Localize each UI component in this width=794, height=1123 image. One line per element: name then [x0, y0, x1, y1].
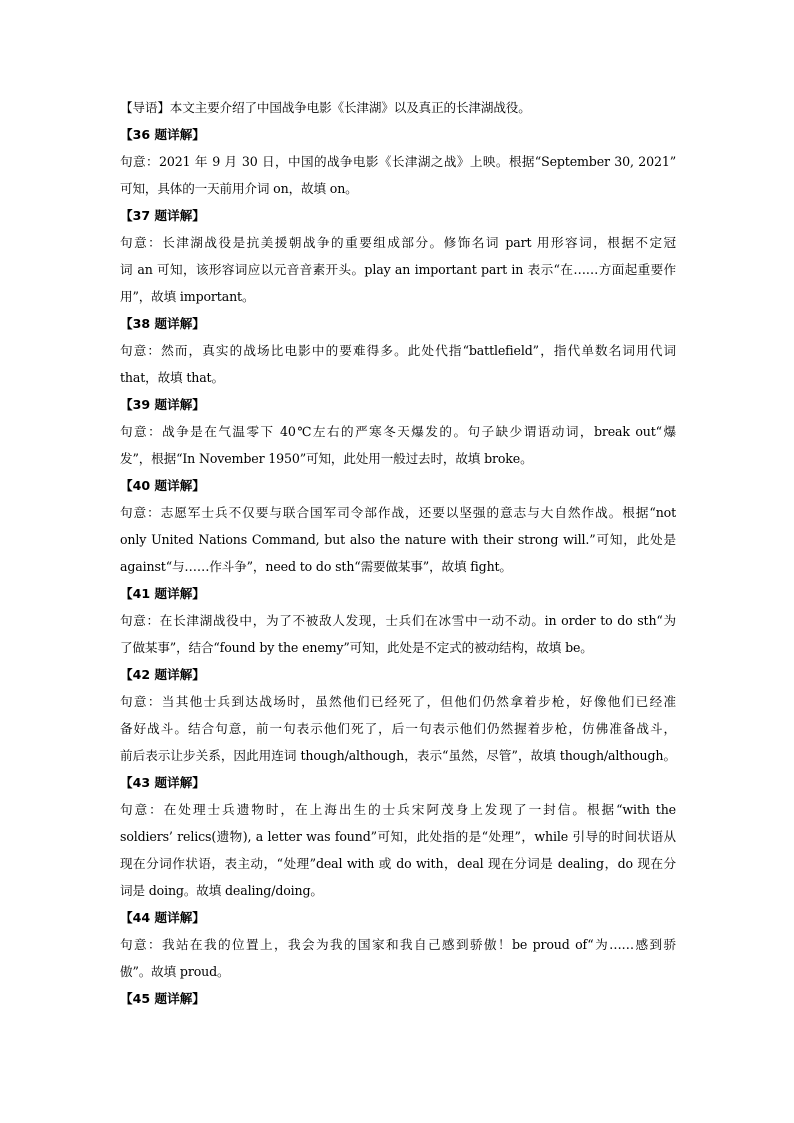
paragraph-line: 句意：当其他士兵到达战场时，虽然他们已经死了，但他们仍然拿着步枪，好像他们已经准 — [120, 694, 676, 709]
paragraph-line: 可知，具体的一天前用介词 on，故填 on。 — [120, 181, 358, 196]
paragraph-line: 用”，故填 important。 — [120, 289, 255, 304]
section-heading: 【39 题详解】 — [120, 397, 205, 412]
paragraph-line: 前后表示让步关系，因此用连词 though/although，表示“虽然，尽管”，故填 though/although。 — [120, 748, 676, 763]
paragraph-line: 词是 doing。故填 dealing/doing。 — [120, 883, 323, 898]
section-37 — [120, 202, 676, 310]
section-heading: 【44 题详解】 — [120, 910, 205, 925]
section-heading: 【45 题详解】 — [120, 991, 205, 1006]
section-41 — [120, 580, 676, 661]
section-43 — [120, 769, 676, 904]
paragraph-line: that，故填 that。 — [120, 370, 224, 385]
paragraph-line: 句意：志愿军士兵不仅要与联合国军司令部作战，还要以坚强的意志与大自然作战。根据“not — [120, 505, 676, 520]
paragraph-line: 句意：在长津湖战役中，为了不被敌人发现，士兵们在冰雪中一动不动。in order to do sth“为 — [120, 613, 676, 628]
paragraph-line: 傲”。故填 proud。 — [120, 964, 230, 979]
paragraph-line: 句意：长津湖战役是抗美援朝战争的重要组成部分。修饰名词 part 用形容词，根据不定冠 — [120, 235, 676, 250]
paragraph-line: 备好战斗。结合句意，前一句表示他们死了，后一句表示他们仍然握着步枪，仿佛准备战斗， — [120, 721, 676, 736]
paragraph-line: 句意：在处理士兵遗物时，在上海出生的士兵宋阿茂身上发现了一封信。根据“with the — [120, 802, 676, 817]
paragraph-line: 句意：2021 年 9 月 30 日，中国的战争电影《长津湖之战》上映。根据“September 30, 2021” — [120, 154, 676, 169]
paragraph-line: 句意：战争是在气温零下 40℃左右的严寒冬天爆发的。句子缺少谓语动词，break out“爆 — [120, 424, 676, 439]
paragraph-line: 现在分词作状语，表主动，“处理”deal with 或 do with，deal 现在分词是 dealing，do 现在分 — [120, 856, 676, 871]
paragraph-line: 句意：然而，真实的战场比电影中的要难得多。此处代指“battlefield”，指代单数名词用代词 — [120, 343, 676, 358]
paragraph-line: soldiers’ relics(遗物), a letter was found”可知，此处指的是“处理”，while 引导的时间状语从 — [120, 829, 676, 844]
section-heading: 【38 题详解】 — [120, 316, 205, 331]
paragraph-line: 词 an 可知，该形容词应以元音音素开头。play an important part in 表示“在……方面起重要作 — [120, 262, 676, 277]
intro-text: 【导语】本文主要介绍了中国战争电影《长津湖》以及真正的长津湖战役。 — [120, 100, 531, 115]
section-39 — [120, 391, 676, 472]
section-40 — [120, 472, 676, 580]
paragraph-line: against“与……作斗争”，need to do sth“需要做某事”，故填 fight。 — [120, 559, 512, 574]
section-heading: 【43 题详解】 — [120, 775, 205, 790]
section-45 — [120, 985, 676, 1012]
section-44 — [120, 904, 676, 985]
paragraph-line: 句意：我站在我的位置上，我会为我的国家和我自己感到骄傲！be proud of“为……感到骄 — [120, 937, 676, 952]
section-heading: 【37 题详解】 — [120, 208, 205, 223]
section-heading: 【41 题详解】 — [120, 586, 205, 601]
section-36 — [120, 121, 676, 202]
paragraph-line: 了做某事”，结合“found by the enemy”可知，此处是不定式的被动结构，故填 be。 — [120, 640, 593, 655]
paragraph-line: only United Nations Command, but also the nature with their strong will.”可知，此处是 — [120, 532, 676, 547]
document-page — [120, 94, 676, 1012]
section-heading: 【40 题详解】 — [120, 478, 205, 493]
section-42 — [120, 661, 676, 769]
section-38 — [120, 310, 676, 391]
section-heading: 【36 题详解】 — [120, 127, 205, 142]
section-heading: 【42 题详解】 — [120, 667, 205, 682]
paragraph-line: 发”，根据“In November 1950”可知，此处用一般过去时，故填 broke。 — [120, 451, 533, 466]
